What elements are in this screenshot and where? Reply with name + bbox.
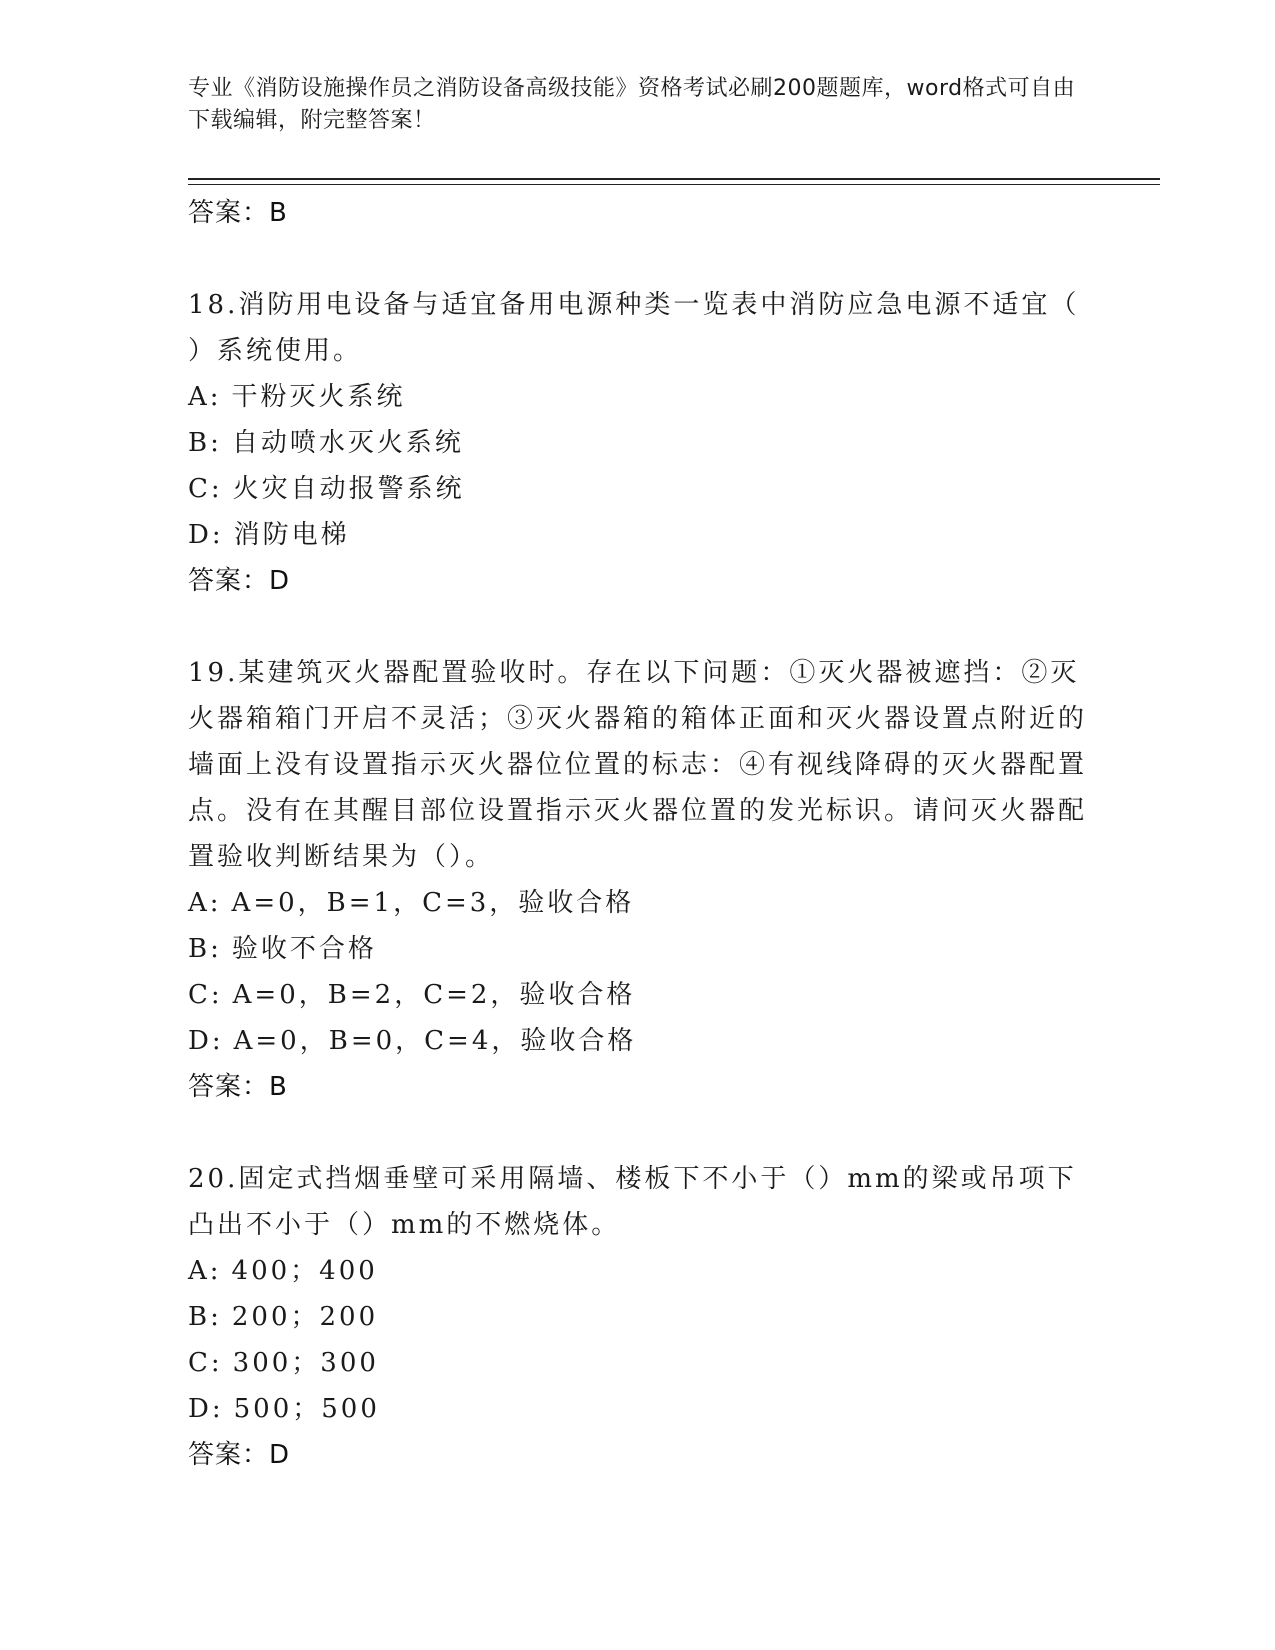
previous-answer: 答案：B (188, 198, 288, 228)
option-d (188, 1386, 1088, 1432)
answer: 答案：D (188, 566, 291, 596)
question-text (188, 1156, 1088, 1248)
option-text: 300；300 (232, 1348, 379, 1378)
option-text: A=0，B=0，C=4，验收合格 (233, 1026, 637, 1056)
option-text: 验收不合格 (231, 934, 377, 964)
option-letter: C: (188, 980, 223, 1010)
question-body: 某建筑灭火器配置验收时。存在以下问题：①灭火器被遮挡：②灭火器箱箱门开启不灵活；③灭火器箱的箱体正面和灭火器设置点附近的墙面上没有设置指示灭火器位位置的标志：④有视线降碍的灭火器配置点。没有在其醒目部位设置指示灭火器位置的发光标识。请问灭火器配置验收判断结果为（）。 (188, 658, 1088, 872)
option-a (188, 880, 1088, 926)
option-b (188, 926, 1088, 972)
option-letter: A: (188, 1256, 222, 1286)
question-list (188, 190, 1088, 1478)
option-text: 干粉灭火系统 (231, 382, 406, 412)
option-text: 400；400 (231, 1256, 378, 1286)
option-text: 200；200 (231, 1302, 379, 1332)
option-text: 自动喷水灭火系统 (231, 428, 464, 458)
option-c (188, 1340, 1088, 1386)
question-body: 固定式挡烟垂壁可采用隔墙、楼板下不小于（）mm的梁或吊项下凸出不小于（）mm的不燃烧体。 (188, 1164, 1077, 1240)
header-rule-thick (188, 178, 1160, 180)
option-a (188, 1248, 1088, 1294)
option-c (188, 466, 1088, 512)
answer: 答案：D (188, 1440, 291, 1470)
option-text: 500；500 (233, 1394, 380, 1424)
option-letter: D: (188, 520, 224, 550)
option-text: A=0，B=1，C=3，验收合格 (231, 888, 635, 918)
question-19 (188, 650, 1088, 1110)
option-text: 消防电梯 (233, 520, 350, 550)
header-rule-thin (188, 184, 1160, 185)
option-letter: B: (188, 1302, 222, 1332)
question-body: 消防用电设备与适宜备用电源种类一览表中消防应急电源不适宜（ ）系统使用。 (188, 290, 1080, 366)
option-b (188, 420, 1088, 466)
answer: 答案：B (188, 1072, 288, 1102)
option-letter: D: (188, 1026, 224, 1056)
option-text: A=0，B=2，C=2，验收合格 (232, 980, 636, 1010)
option-c (188, 972, 1088, 1018)
question-18 (188, 282, 1088, 604)
option-letter: B: (188, 428, 222, 458)
question-number: 20. (188, 1164, 239, 1194)
option-letter: A: (188, 382, 222, 412)
page-header: 专业《消防设施操作员之消防设备高级技能》资格考试必刷200题题库，word格式可自由下载编辑，附完整答案！ (188, 76, 1076, 133)
question-text (188, 650, 1088, 880)
option-letter: D: (188, 1394, 224, 1424)
question-number: 19. (188, 658, 239, 688)
option-text: 火灾自动报警系统 (232, 474, 465, 504)
option-letter: C: (188, 1348, 223, 1378)
option-d (188, 1018, 1088, 1064)
option-b (188, 1294, 1088, 1340)
question-number: 18. (188, 290, 239, 320)
question-20 (188, 1156, 1088, 1478)
option-a (188, 374, 1088, 420)
question-text (188, 282, 1088, 374)
option-letter: A: (188, 888, 222, 918)
option-d (188, 512, 1088, 558)
option-letter: C: (188, 474, 223, 504)
option-letter: B: (188, 934, 222, 964)
